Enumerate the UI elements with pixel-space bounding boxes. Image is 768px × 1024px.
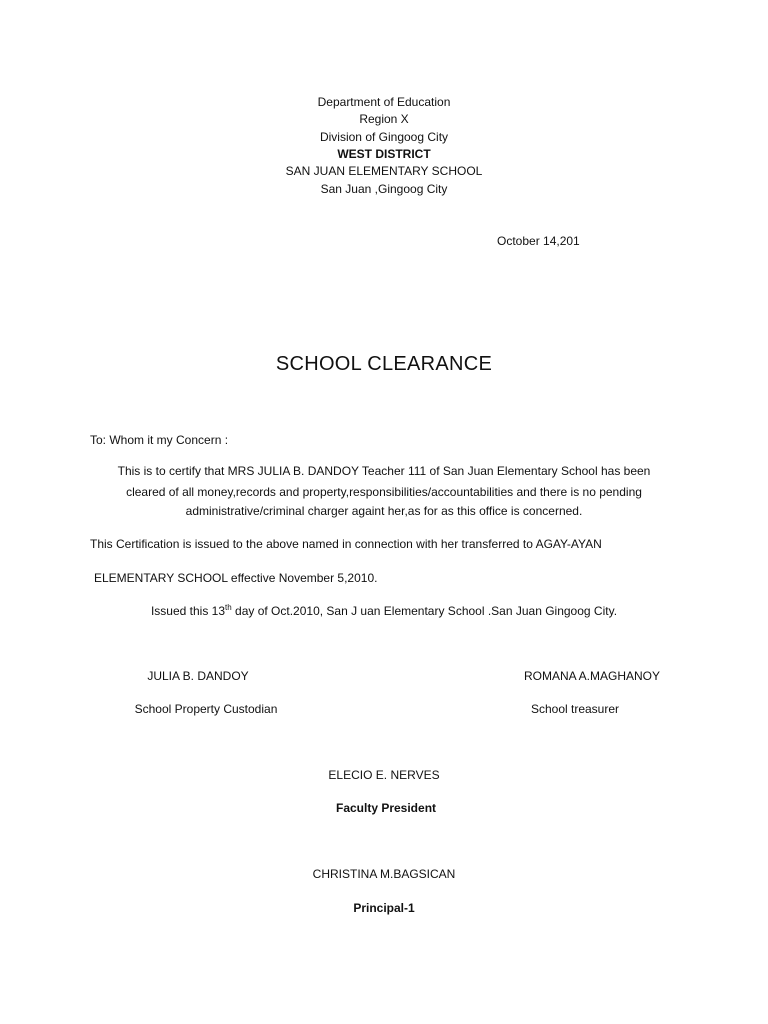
issued-ordinal-suffix: th <box>225 603 232 612</box>
issued-statement <box>0 603 768 619</box>
document-title: SCHOOL CLEARANCE <box>275 353 493 375</box>
header-region: Region X <box>359 112 409 126</box>
treasurer-title: School treasurer <box>530 702 620 716</box>
header-address: San Juan ,Gingoog City <box>320 182 448 196</box>
salutation: To: Whom it my Concern : <box>90 433 229 447</box>
body-paragraph-1-line-1: This is to certify that MRS JULIA B. DANDOY Teacher 111 of San Juan Elementary School has been <box>117 464 651 478</box>
custodian-title: School Property Custodian <box>134 702 278 716</box>
body-paragraph-2-line-1: This Certification is issued to the above named in connection with her transferred to AGAY-AYAN <box>90 537 602 551</box>
body-paragraph-2-line-2: ELEMENTARY SCHOOL effective November 5,2010. <box>94 571 378 585</box>
header-department: Department of Education <box>317 95 451 109</box>
header-school-name: SAN JUAN ELEMENTARY SCHOOL <box>285 164 483 178</box>
body-paragraph-1-line-3: administrative/criminal charger againt her,as for as this office is concerned. <box>185 504 583 518</box>
principal-name: CHRISTINA M.BAGSICAN <box>312 867 456 881</box>
issued-text-end: day of Oct.2010, San J uan Elementary School .San Juan Gingoog City. <box>231 604 618 618</box>
faculty-president-name: ELECIO E. NERVES <box>328 768 440 782</box>
treasurer-name: ROMANA A.MAGHANOY <box>523 669 661 683</box>
principal-title: Principal-1 <box>353 901 415 915</box>
custodian-name: JULIA B. DANDOY <box>147 669 249 683</box>
header-division: Division of Gingoog City <box>319 130 449 144</box>
header-district: WEST DISTRICT <box>337 147 431 161</box>
issued-text-start: Issued this 13 <box>150 604 226 618</box>
body-paragraph-1-line-2: cleared of all money,records and property,responsibilities/accountabilities and there is no pending <box>126 485 642 499</box>
faculty-president-title: Faculty President <box>335 801 437 815</box>
letter-date: October 14,201 <box>497 234 580 248</box>
